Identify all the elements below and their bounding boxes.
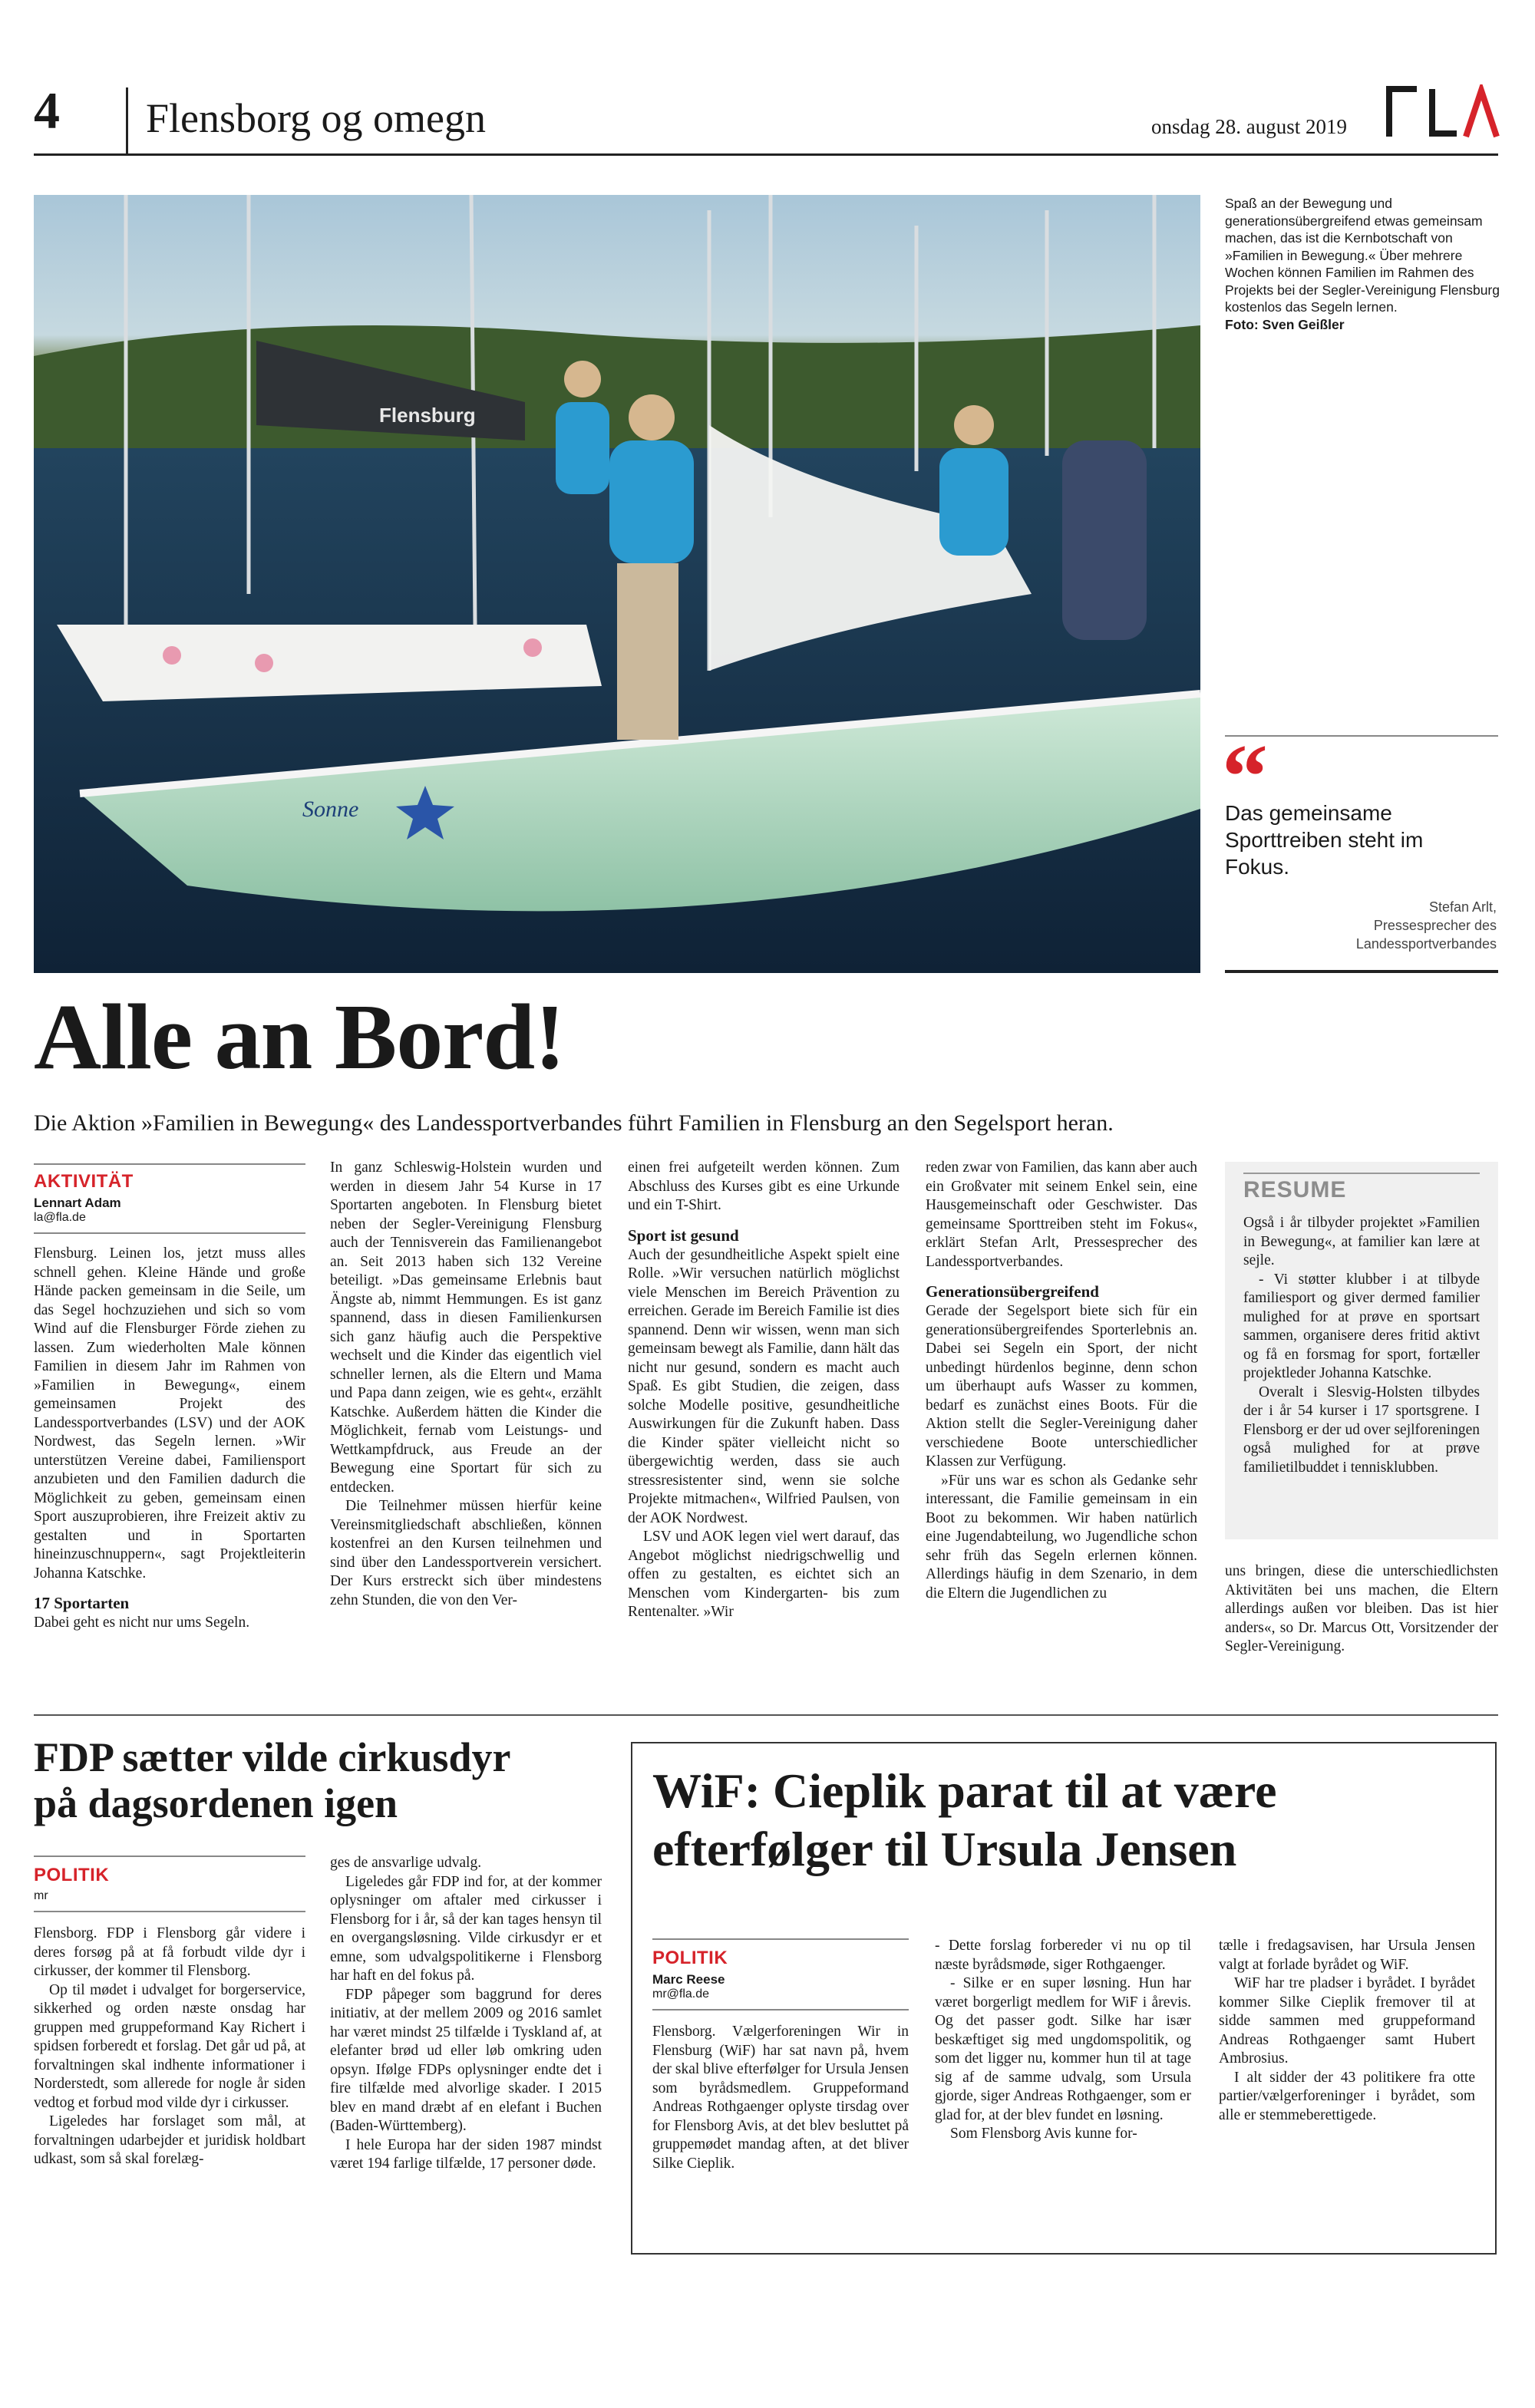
boat-name: Sonne: [302, 797, 359, 822]
col1-top-rule: [34, 1163, 305, 1165]
sailing-photo: [34, 195, 1200, 973]
article-main-col5: [1225, 1562, 1498, 1657]
author-email: la@fla.de: [34, 1211, 86, 1224]
paragraph: Som Flensborg Avis kunne for-: [950, 2126, 1137, 2142]
issue-date: onsdag 28. august 2019: [1151, 115, 1347, 138]
story3-top-rule: [652, 1938, 909, 1940]
paragraph: reden zwar von Familien, das kann aber auch ein Großvater mit seinem Enkel sein, eine Hausgemeinschaft oder Geschwister. Das gemeinsame Sporttreiben steht im Fokus«, erklärt Stefan Arlt, Pressesprecher des Landessportverbandes.: [926, 1159, 1197, 1270]
paragraph: LSV und AOK legen viel wert darauf, das Angebot möglichst niedrigschwellig und offen zu gestalten, es eichtet sich an Menschen vom Kindergarten- bis zum Rentenalter. »Wir: [628, 1529, 900, 1620]
byline-rule: [34, 1232, 305, 1234]
paragraph: »Für uns war es schon als Gedanke sehr interessant, die Familie gemeinsam in ein Boot zu bekommen. Wir haben natürlich eine Jugendabteilung, wo Jugendliche schon sehr früh das Segeln erlernen können. Allerdings häufig in dem Szenario, in dem die Eltern die Jugendlichen zu: [926, 1472, 1197, 1601]
quote-text: Das gemeinsame Sporttreiben steht im Fokus.: [1225, 801, 1424, 879]
story3-headline-line1: WiF: Cieplik parat til at være: [652, 1763, 1277, 1818]
resume-paragraph: Også i år tilbyder projektet »Familien in Bewegung«, at familier kan lære at sejle.: [1243, 1215, 1480, 1268]
quote-bottom-rule: [1225, 970, 1498, 973]
resume-paragraph: Overalt i Slesvig-Holsten tilbydes der i år 54 kurser i 17 sportsgrene. I Flensborg er der ud over sejlforeningen også mulighed for at prøve familietilbuddet i tennisklubben.: [1243, 1384, 1480, 1476]
quote-attribution: [1225, 898, 1497, 953]
story3-rubric: POLITIK: [652, 1948, 728, 1968]
paragraph: - Silke er en super løsning. Hun har været borgerligt medlem for WiF i årevis. Og det passer godt. Silke har især beskæftiget sig med ungdomspolitik, og som det ligger nu, kommer hun til at tage sig af de samme udvalg, som Ursula gjorde, siger Andreas Rothgaenger, som er glad for, at der blev fundet en løsning.: [935, 1975, 1191, 2123]
header-divider: [126, 87, 128, 153]
page-number: 4: [34, 81, 60, 140]
story3-headline-line2: efterfølger til Ursula Jensen: [652, 1822, 1237, 1876]
quote-mark: “: [1222, 725, 1268, 827]
story2-col2: [330, 1854, 602, 2174]
subheading: Sport ist gesund: [628, 1225, 739, 1245]
story3-col1: [652, 1938, 909, 2173]
fla-logo: [1386, 84, 1501, 138]
section-divider: [34, 1714, 1498, 1716]
subheading: 17 Sportarten: [34, 1594, 130, 1612]
paragraph: Flensburg. Leinen los, jetzt muss alles schnell gehen. Kleine Hände und große Hände packen gemeinsam in die Seile, um das Segel hochzuziehen und sich so vom Wind auf die Flensburger Förde ziehen zu lassen. Zum wiederholten Male können Familien in diesem Jahr im Rahmen von »Familien in Bewegung«, einem gemeinsamen Projekt des Landessportverbandes (LSV) und der AOK Nordwest, das Segeln lernen. »Wir unterstützen Vereine dabei, Familiensport anzubieten und den Familien dadurch die Möglichkeit zu geben, gemeinsam einen Sport auszuprobieren, ihre Freizeit aktiv zu gestalten und in Sportarten hineinzuschnuppern«, sagt Projektleiterin Johanna Katschke.: [34, 1245, 305, 1582]
resume-top-rule: [1243, 1173, 1480, 1174]
story3-col3: [1219, 1937, 1475, 2125]
story2-col1: [34, 1855, 305, 2169]
story3-headline: [652, 1762, 1481, 1879]
section-title: Flensborg og omegn: [146, 95, 486, 141]
article-main-col1: [34, 1163, 305, 1633]
paragraph: uns bringen, diese die unterschiedlichsten Aktivitäten bei uns machen, die Eltern allerdings außen vor bleiben. Das ist hier anders«, so Dr. Marcus Ott, Vorsitzender der Segler-Vereinigung.: [1225, 1563, 1498, 1654]
paragraph: WiF har tre pladser i byrådet. I byrådet kommer Silke Cieplik fremover til at sidde sammen med gruppeformand Andreas Rothgaenger samt Hubert Ambrosius.: [1219, 1975, 1475, 2067]
story2-rubric: POLITIK: [34, 1865, 110, 1885]
article-main-col4: [926, 1159, 1197, 1603]
paragraph: In ganz Schleswig-Holstein wurden und werden in diesem Jahr 54 Kurse in 17 Sportarten angeboten. In Flensburg bietet neben der Segler-Vereinigung Flensburg auch der Tennisverein das Familienangebot an. Seit 2013 haben sich 132 Vereine beteiligt. »Das gemeinsame Erlebnis baut Ängste ab, nimmt Hemmungen. Es ist ganz spannend, dass in diesen Familienkursen sich ganz häufig auch die Perspektive wechselt und die Kinder das eigentlich viel schneller lernen, als die Eltern und Mama und Papa dann zeigen, wie es geht«, erzählt Katschke. Außerdem hätten die Kinder die Möglichkeit, fernab vom Leistungs- und Wettkampfdruck, aus Freude an der Bewegung eine Sportart für sich zu entdecken.: [330, 1159, 602, 1496]
article-main-col3: [628, 1159, 900, 1622]
quote-role-1: Pressesprecher des: [1373, 918, 1497, 933]
main-subheadline: Die Aktion »Familien in Bewegung« des Landessportverbandes führt Familien in Flensburg an den Segelsport heran.: [34, 1110, 1114, 1136]
paragraph: einen frei aufgeteilt werden können. Zum Abschluss des Kurses gibt es eine Urkunde und ein T-Shirt.: [628, 1159, 900, 1213]
main-headline: Alle an Bord!: [34, 985, 565, 1089]
paragraph: I hele Europa har der siden 1987 mindst været 194 farlige tilfælde, 17 personer døde.: [330, 2136, 602, 2172]
story3-col2: [935, 1937, 1191, 2144]
subheading: Generationsübergreifend: [926, 1282, 1099, 1301]
paragraph: Flensborg. FDP i Flensborg går videre i deres forsøg på at få forbudt vilde dyr i cirkusser, der kommer til Flensborg.: [34, 1925, 305, 1979]
photo-credit: Foto: Sven Geißler: [1225, 316, 1345, 332]
paragraph: I alt sidder der 43 politikere fra otte partier/vælgerforeninger i byrådet, som alle er stemmeberettigede.: [1219, 2069, 1475, 2123]
paragraph: Op til mødet i udvalget for borgerservice, sikkerhed og orden næste onsdag har gruppen med gruppeformand Kay Richert i spidsen forberedt et forslag. Det går ud på, at forvaltningen skal indhente informationer i Norderstedt, som allerede for nogle år siden vedtog et forbud mod vilde dyr i cirkusser.: [34, 1981, 305, 2111]
story2-top-rule: [34, 1855, 305, 1857]
article-main-col2: [330, 1159, 602, 1610]
paragraph: Dabei geht es nicht nur ums Segeln.: [34, 1615, 250, 1631]
photo-caption: [1225, 195, 1501, 333]
paragraph: tælle i fredagsavisen, har Ursula Jensen valgt at forlade byrådet og WiF.: [1219, 1938, 1475, 1973]
paragraph: FDP påpeger som baggrund for deres initiativ, at der mellem 2009 og 2016 samlet har været mindst 25 tilfælde i Tyskland af, at elefanter brød ud eller løb omkring uden opsyn. Ifølge FDPs oplysninger endte det i fire tilfælde med alvorlige skader. I 2015 blev en mand dræbt af en elefant i Buchen (Baden-Württemberg).: [330, 1986, 602, 2134]
story2-headline: [34, 1734, 617, 1826]
story2-author: mr: [34, 1889, 48, 1902]
author-name: Lennart Adam: [34, 1196, 121, 1210]
paragraph: - Dette forslag forbereder vi nu op til næste byrådsmøde, siger Rothgaenger.: [935, 1938, 1191, 1973]
story2-byline-rule: [34, 1911, 305, 1912]
rubric-label: AKTIVITÄT: [34, 1171, 134, 1192]
resume-paragraph: - Vi støtter klubber i at tilbyde familiesport og giver dermed familier mulighed for at prøve en sportsart sammen, organisere deres fritid aktivt og få en forsmag for sport, fortæller projektleder Johanna Katschke.: [1243, 1271, 1480, 1381]
story2-headline-line1: FDP sætter vilde cirkusdyr: [34, 1734, 511, 1780]
paragraph: ges de ansvarlige udvalg.: [330, 1855, 482, 1871]
resume-title: RESUME: [1243, 1177, 1347, 1202]
paragraph: Ligeledes har forslaget som mål, at forvaltningen udarbejder et juridisk holdbart udkast, som så skal forelæg-: [34, 2113, 305, 2167]
paragraph: Auch der gesundheitliche Aspekt spielt eine Rolle. »Wir versuchen natürlich möglichst viele Menschen im Bereich Prävention zu erreichen. Gerade im Bereich Familie ist dies spannend. Denn wir wissen, wenn man sich gemeinsam bewegt als Familie, dann hält das nicht nur gesund, sondern es macht auch Spaß. Es gibt Studien, die zeigen, dass solche Modelle positive, gesundheitliche Auswirkungen für die Zukunft haben. Dass die Kinder später vielleicht nicht so übergewichtig werden, dass sie auch stressresistenter sind, wenn sie solche Projekte mitmachen«, Wilfried Paulsen, von der AOK Nordwest.: [628, 1246, 900, 1526]
paragraph: Ligeledes går FDP ind for, at der kommer oplysninger om aftaler med cirkusser i Flensborg for i år, så der kan tages hensyn til en overgangsløsning. Vilde cirkusdyr er et emne, som udvalgspolitikerne i Flensborg har haft en del fokus på.: [330, 1873, 602, 1984]
paragraph: Die Teilnehmer müssen hierfür keine Vereinsmitgliedschaft abschließen, können kostenfrei an den Kursen teilnehmen und sind über den Landessportverein versichert. Der Kurs erstreckt sich über mindestens zehn Stunden, die von den Ver-: [330, 1498, 602, 1608]
story3-author: Marc Reese: [652, 1972, 725, 1987]
quote-role-2: Landessportverbandes: [1355, 936, 1497, 952]
header-rule: [34, 153, 1498, 156]
story2-headline-line2: på dagsordenen igen: [34, 1780, 398, 1826]
quote-name: Stefan Arlt,: [1428, 899, 1497, 915]
caption-text: Spaß an der Bewegung und generationsübergreifend etwas gemeinsam machen, das ist die Kernbotschaft von »Familien in Bewegung.« Über mehrere Wochen können Familien im Rahmen des Projekts bei der Segler-Vereinigung Flensburg kostenlos das Segeln lernen.: [1225, 196, 1500, 315]
resume-box: [1225, 1162, 1498, 1539]
story3-email: mr@fla.de: [652, 1987, 710, 2001]
sail-text: Flensburg: [379, 404, 476, 427]
story3-byline-rule: [652, 2009, 909, 2011]
paragraph: Flensborg. Vælgerforeningen Wir in Flensburg (WiF) har sat navn på, hvem der skal blive efterfølger for Ursula Jensen som byrådsmedlem. Gruppeformand Andreas Rothgaenger oplyste tirsdag over for Flensborg Avis, at det blev besluttet på gruppemødet mandag aften, at det bliver Silke Cieplik.: [652, 2024, 909, 2172]
paragraph: Gerade der Segelsport biete sich für ein generationsübergreifendes Sporterlebnis an. Dabei sei Segeln ein Sport, der nicht unbedingt hürdenlos beginne, denn schon um überhaupt aufs Wasser zu kommen, bedarf es zunächst eines Boots. Für die Aktion stellt die Segler-Vereinigung daher verschiedene Boote unterschiedlicher Klassen zur Verfügung.: [926, 1303, 1197, 1470]
